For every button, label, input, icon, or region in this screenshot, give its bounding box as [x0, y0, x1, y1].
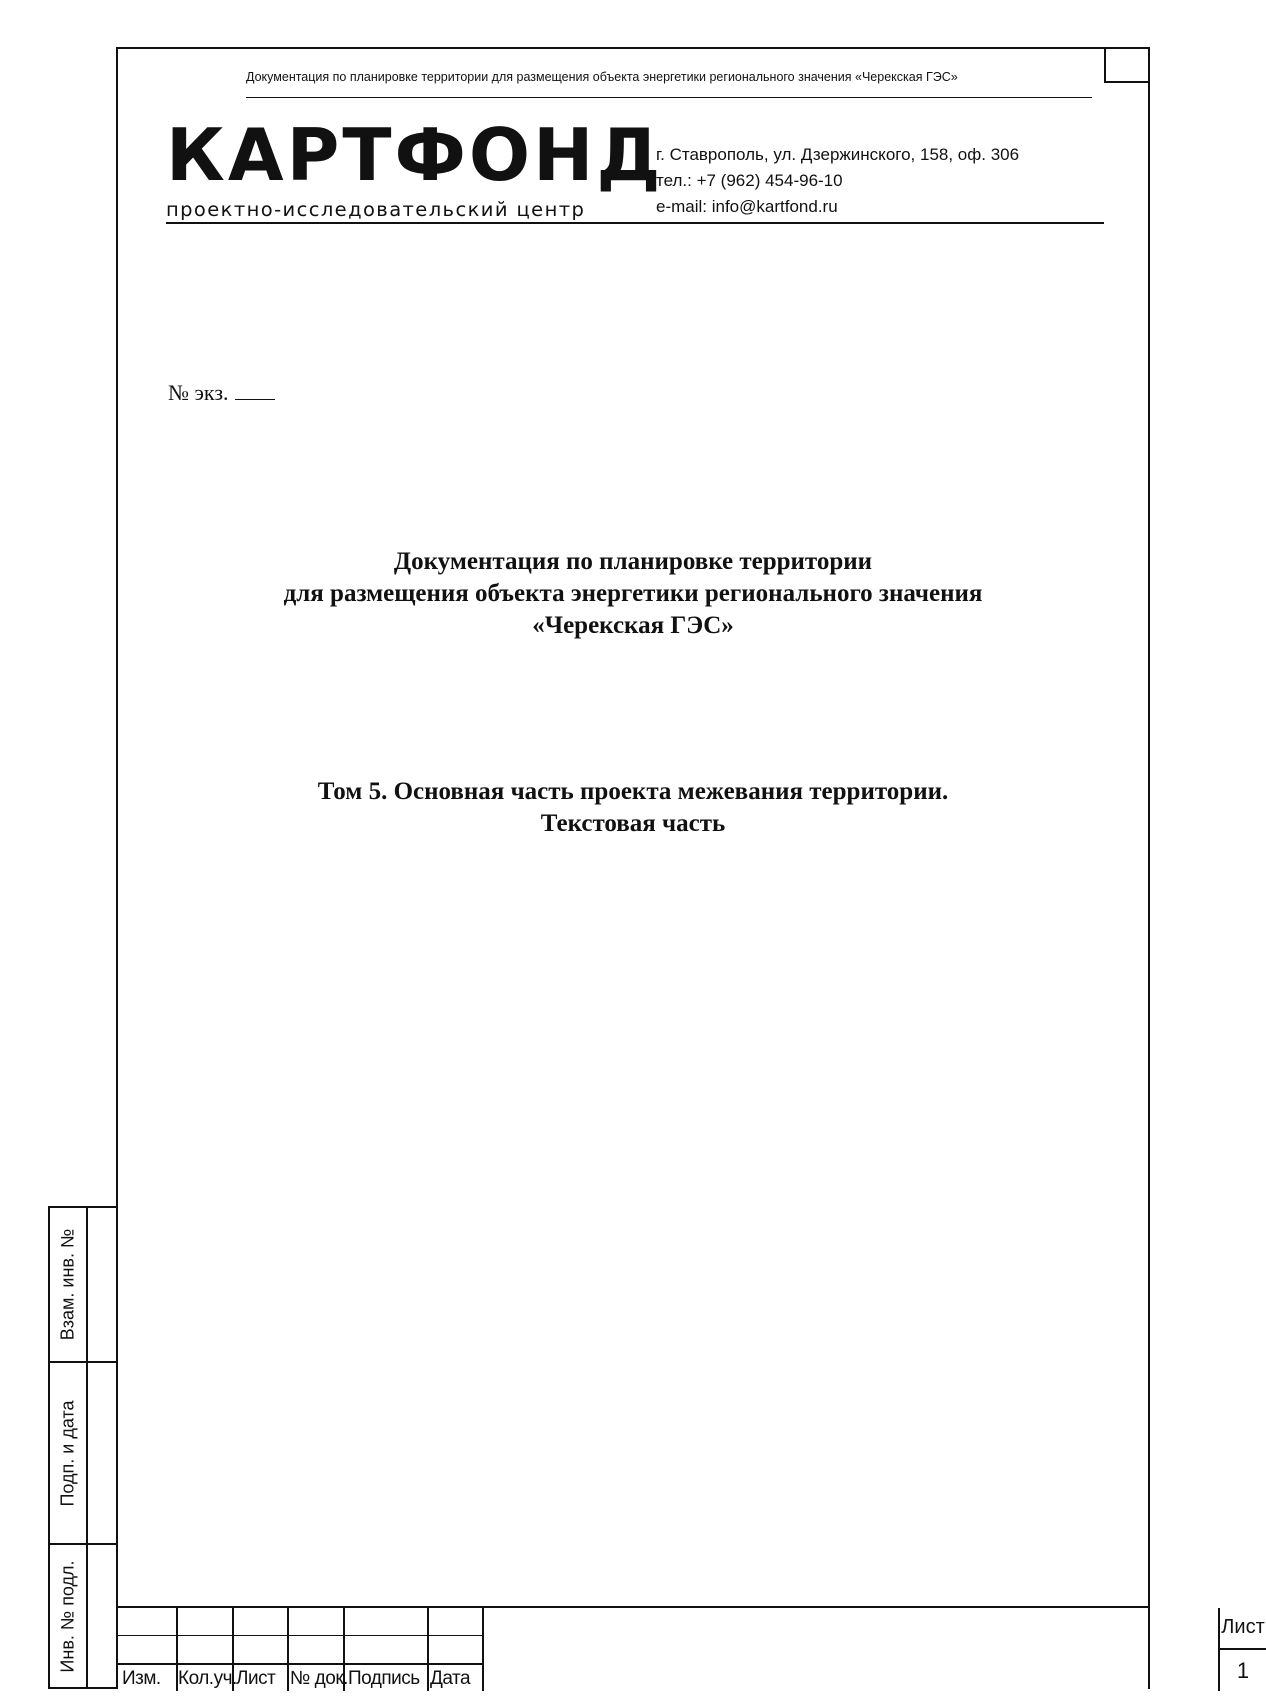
side-label-signature-date: Подп. и дата — [57, 1399, 78, 1507]
drawing-frame — [116, 47, 1150, 1689]
corner-stamp-box — [1104, 47, 1150, 83]
column-header-date: Дата — [430, 1668, 471, 1689]
contact-address: г. Ставрополь, ул. Дзержинского, 158, оф. 306 — [656, 145, 1020, 164]
company-logo — [166, 113, 664, 221]
side-label-original-inv: Инв. № подл. — [57, 1559, 78, 1673]
revision-table-col-line — [482, 1608, 484, 1691]
side-approval-strip — [48, 1206, 118, 1689]
copy-number-blank — [235, 381, 275, 400]
document-title-line-1: Документация по планировке территории — [393, 548, 873, 575]
header-document-title: Документация по планировке территории для размещения объекта энергетики регионального значения «Черекская ГЭС» — [246, 70, 958, 84]
column-header-change: Изм. — [122, 1668, 161, 1689]
copy-number — [168, 380, 275, 406]
revision-table-col-line — [287, 1608, 289, 1691]
title-block — [116, 1606, 1265, 1689]
volume-title — [116, 776, 1150, 840]
logo-tagline: проектно-исследовательский центр — [166, 198, 586, 221]
logo-wordmark: КАРТФОНД — [166, 113, 664, 197]
revision-table-col-line — [427, 1608, 429, 1691]
copy-number-label: № экз. — [168, 380, 229, 405]
sheet-box-divider — [1220, 1648, 1266, 1650]
contact-block — [656, 142, 1019, 220]
column-header-count: Кол.уч. — [178, 1668, 237, 1689]
volume-title-line-1: Том 5. Основная часть проекта межевания территории. — [317, 778, 949, 805]
sheet-number: 1 — [1236, 1658, 1250, 1683]
revision-table — [116, 1608, 484, 1691]
volume-title-line-2: Текстовая часть — [540, 810, 726, 837]
column-header-signature: Подпись — [348, 1668, 420, 1689]
logo-rule — [166, 222, 1104, 224]
column-header-sheet: Лист — [236, 1668, 276, 1689]
document-title-line-2: для размещения объекта энергетики регионального значения — [283, 580, 983, 607]
side-label-replaced-inv: Взам. инв. № — [57, 1228, 78, 1341]
column-header-doc-number: № док. — [290, 1668, 348, 1689]
side-strip-divider — [86, 1208, 88, 1687]
contact-phone: тел.: +7 (962) 454-96-10 — [656, 171, 843, 190]
sheet-label: Лист — [1221, 1616, 1265, 1638]
header-rule — [246, 97, 1092, 98]
document-title — [116, 546, 1150, 642]
contact-email: e-mail: info@kartfond.ru — [656, 197, 838, 216]
document-title-line-3: «Черекская ГЭС» — [532, 612, 734, 639]
sheet-number-box — [1218, 1608, 1266, 1691]
